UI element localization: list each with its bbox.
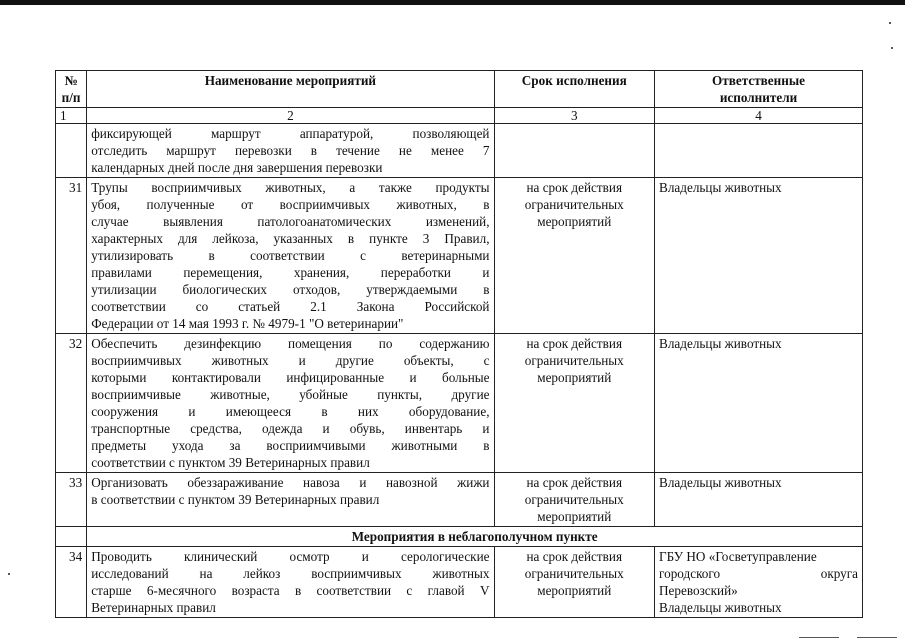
row-number (56, 124, 87, 178)
text-line: мероприятий (537, 583, 612, 598)
row-measure (87, 124, 494, 178)
text-line: Проводить клинический осмотр и серологические (91, 549, 490, 564)
row-responsible (655, 473, 863, 527)
row-term (494, 547, 655, 618)
text-line: транспортные средства, одежда и обувь, инвентарь и (91, 421, 490, 436)
header-num: № п/п (56, 71, 87, 108)
table-row (56, 547, 863, 618)
index-cell: 1 (56, 108, 87, 124)
text-line: отследить маршрут перевозки в течение не менее 7 (91, 143, 490, 158)
text-line: на срок действия (526, 549, 623, 564)
text-line: соответствии с пунктом 39 Ветеринарных правил (91, 455, 370, 470)
text-line: восприимчивых животных и другие объекты, с (91, 353, 490, 368)
row-term (494, 178, 655, 334)
text-line: Владельцы животных (659, 180, 782, 195)
row-measure (87, 547, 494, 618)
text-line: Ветеринарных правил (91, 600, 216, 615)
text-line: Обеспечить дезинфекцию помещения по содержанию (91, 336, 490, 351)
table-header-row (56, 71, 863, 108)
row-measure (87, 178, 494, 334)
measures-table (55, 70, 863, 618)
text-line: старше 6-месячного возраста в соответствии с главой V (91, 583, 490, 598)
table-index-row (56, 108, 863, 124)
text-line: которыми контактировали инфицированные и больные (91, 370, 490, 385)
row-responsible: ГБУ НО «Госветуправление городского округа Перевозский» Владельцы животных (655, 547, 863, 618)
table-row (56, 124, 863, 178)
row-number: 34 (56, 547, 87, 618)
row-number: 31 (56, 178, 87, 334)
text-line: ограничительных (524, 566, 624, 581)
text-line: на срок действия (526, 336, 623, 351)
section-row (56, 527, 863, 547)
text-line: календарных дней после дня завершения перевозки (91, 160, 383, 175)
row-responsible (655, 334, 863, 473)
page-edge-marks (799, 637, 897, 638)
text-line: соответствии со статьей 2.1 Закона Российской (91, 299, 490, 314)
scan-speck (8, 573, 10, 575)
section-title: Мероприятия в неблагополучном пункте (87, 527, 863, 547)
index-cell: 3 (494, 108, 655, 124)
text-line: правилами перемещения, хранения, переработки и (91, 265, 490, 280)
text-line: характерных для лейкоза, указанных в пункте 3 Правил, (91, 231, 490, 246)
text-line: Трупы восприимчивых животных, а также продукты (91, 180, 490, 195)
row-term (494, 124, 655, 178)
index-cell: 2 (87, 108, 494, 124)
text-line: сооружения и имеющееся в них оборудование, (91, 404, 490, 419)
scan-speck (889, 22, 891, 24)
text-line: случае выявления патологоанатомических изменений, (91, 214, 490, 229)
text-line: мероприятий (537, 509, 612, 524)
row-responsible (655, 178, 863, 334)
row-term (494, 473, 655, 527)
index-cell: 4 (655, 108, 863, 124)
text-line: утилизации биологических отходов, утверждаемыми в (91, 282, 490, 297)
text-line: ограничительных (524, 492, 624, 507)
text-line: Организовать обеззараживание навоза и навозной жижи (91, 475, 490, 490)
text-line: мероприятий (537, 214, 612, 229)
table-row (56, 178, 863, 334)
header-term: Срок исполнения (494, 71, 655, 108)
text-line: исследований на лейкоз восприимчивых животных (91, 566, 490, 581)
row-measure (87, 334, 494, 473)
table-row (56, 334, 863, 473)
row-measure (87, 473, 494, 527)
text-line: Владельцы животных (659, 475, 782, 490)
row-number: 32 (56, 334, 87, 473)
text-line: ограничительных (524, 353, 624, 368)
text-line: ограничительных (524, 197, 624, 212)
text-line: фиксирующей маршрут аппаратурой, позволяющей (91, 126, 490, 141)
text-line: на срок действия (526, 475, 623, 490)
row-number: 33 (56, 473, 87, 527)
text-line: мероприятий (537, 370, 612, 385)
text-line: на срок действия (526, 180, 623, 195)
row-responsible (655, 124, 863, 178)
text-line: в соответствии с пунктом 39 Ветеринарных правил (91, 492, 380, 507)
top-border-rule (0, 0, 905, 5)
row-term (494, 334, 655, 473)
text-line: утилизировать в соответствии с ветеринарными (91, 248, 490, 263)
text-line: восприимчивые животные, убойные пункты, другие (91, 387, 490, 402)
header-name: Наименование мероприятий (87, 71, 494, 108)
header-responsible: Ответственные исполнители (655, 71, 863, 108)
table-row (56, 473, 863, 527)
text-line: предметы ухода за восприимчивыми животными в (91, 438, 490, 453)
section-num-cell (56, 527, 87, 547)
scan-speck (891, 47, 893, 49)
text-line: убоя, полученные от восприимчивых животных, в (91, 197, 490, 212)
text-line: Владельцы животных (659, 336, 782, 351)
text-line: Федерации от 14 мая 1993 г. № 4979-1 "О ветеринарии" (91, 316, 404, 331)
